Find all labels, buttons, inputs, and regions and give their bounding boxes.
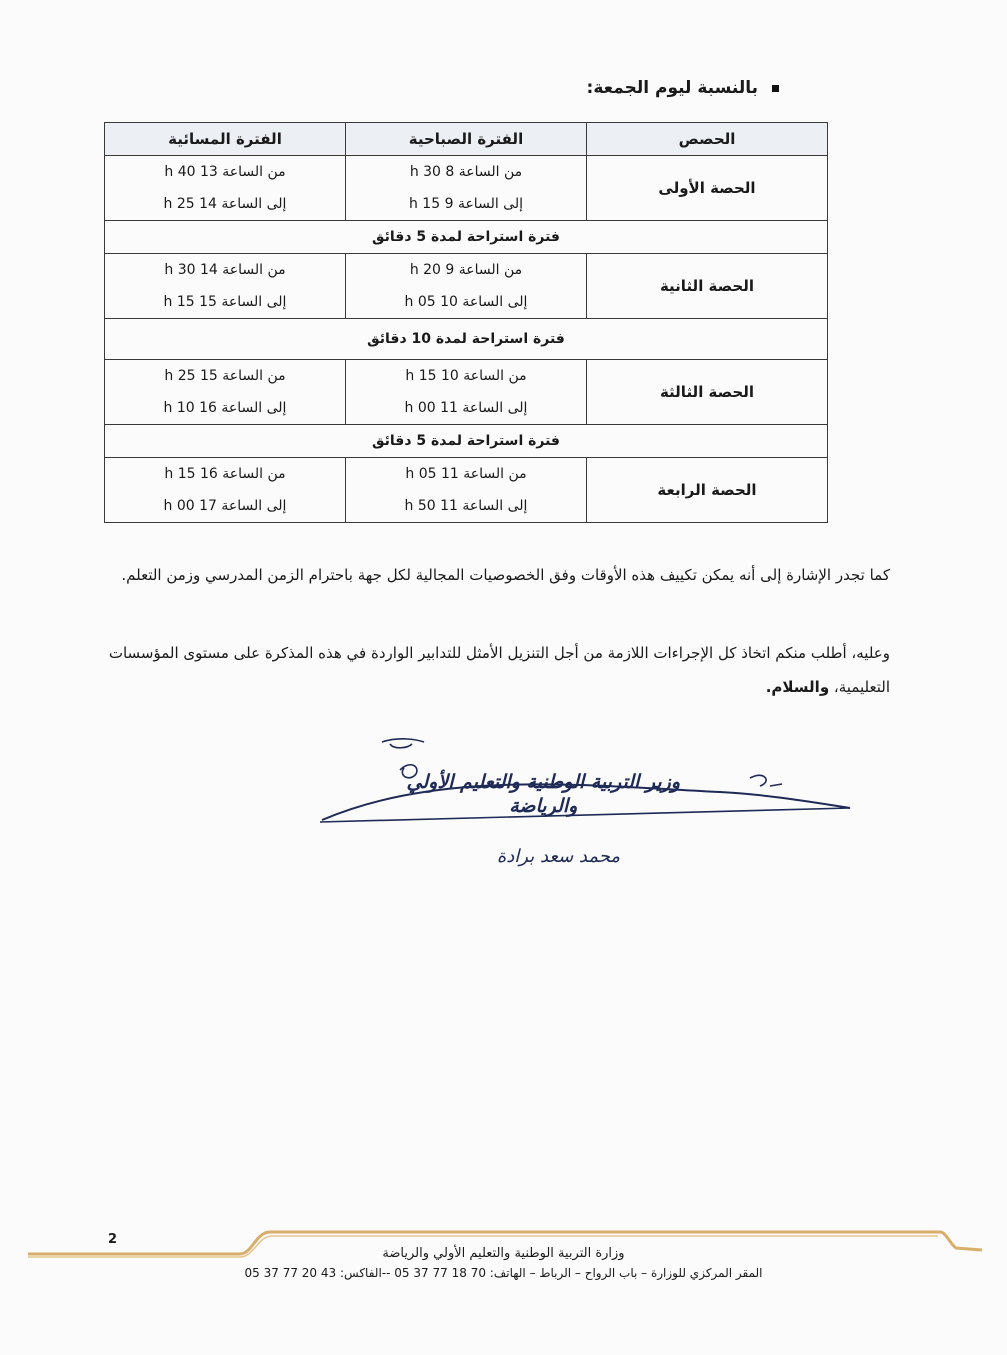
signature-title [407, 770, 680, 818]
evening-from: من الساعة 16 h 15 [164, 466, 286, 482]
friday-schedule-table [104, 122, 828, 523]
break-label: فترة استراحة لمدة 5 دقائق [105, 425, 828, 458]
break-row [105, 319, 828, 360]
morning-period [346, 254, 587, 319]
table-row [105, 458, 828, 523]
friday-heading-text: بالنسبة ليوم الجمعة: [586, 78, 758, 98]
header-session: الحصص [587, 123, 828, 156]
evening-from: من الساعة 13 h 40 [164, 164, 286, 180]
evening-period [105, 156, 346, 221]
morning-to: إلى الساعة 11 h 50 [404, 498, 528, 514]
break-label: فترة استراحة لمدة 10 دقائق [105, 319, 828, 360]
morning-period [346, 458, 587, 523]
evening-to: إلى الساعة 14 h 25 [163, 196, 287, 212]
bullet-icon [772, 85, 779, 92]
table-header-row [105, 123, 828, 156]
evening-to: إلى الساعة 15 h 15 [163, 294, 287, 310]
minister-signature [320, 730, 860, 880]
footer-address: المقر المركزي للوزارة – باب الرواح – الرباط – الهاتف: 70 18 77 37 05 --الفاكس: 43 20 77 37 05 [244, 1266, 763, 1280]
signature-title-line2: والرياضة [509, 795, 578, 817]
session-name: الحصة الأولى [587, 156, 828, 221]
header-evening: الفترة المسائية [105, 123, 346, 156]
evening-from: من الساعة 15 h 25 [164, 368, 286, 384]
signature-title-line1: وزير التربية الوطنية والتعليم الأولي [406, 771, 680, 793]
instruction-paragraph [104, 636, 890, 704]
session-name: الحصة الرابعة [587, 458, 828, 523]
morning-period [346, 360, 587, 425]
evening-to: إلى الساعة 16 h 10 [163, 400, 287, 416]
morning-from: من الساعة 9 h 20 [409, 262, 523, 278]
closing-salutation: والسلام. [765, 678, 830, 696]
session-name: الحصة الثانية [587, 254, 828, 319]
morning-to: إلى الساعة 10 h 05 [404, 294, 528, 310]
adaptation-note: كما تجدر الإشارة إلى أنه يمكن تكييف هذه الأوقات وفق الخصوصيات المجالية لكل جهة باحترام الزمن المدرسي وزمن التعلم. [121, 566, 890, 584]
evening-period [105, 458, 346, 523]
morning-from: من الساعة 10 h 15 [405, 368, 527, 384]
evening-period [105, 360, 346, 425]
morning-to: إلى الساعة 9 h 15 [408, 196, 523, 212]
break-row [105, 221, 828, 254]
evening-period [105, 254, 346, 319]
friday-heading [587, 78, 779, 98]
evening-to: إلى الساعة 17 h 00 [163, 498, 287, 514]
morning-from: من الساعة 11 h 05 [405, 466, 527, 482]
header-morning: الفترة الصباحية [346, 123, 587, 156]
page-number: 2 [108, 1232, 118, 1247]
table-row [105, 254, 828, 319]
footer-ministry: وزارة التربية الوطنية والتعليم الأولي والرياضة [382, 1246, 625, 1261]
evening-from: من الساعة 14 h 30 [164, 262, 286, 278]
table-row [105, 360, 828, 425]
break-label: فترة استراحة لمدة 5 دقائق [105, 221, 828, 254]
morning-to: إلى الساعة 11 h 00 [404, 400, 528, 416]
break-row [105, 425, 828, 458]
morning-period [346, 156, 587, 221]
instruction-text: وعليه، أطلب منكم اتخاذ كل الإجراءات اللازمة من أجل التنزيل الأمثل للتدابير الواردة في هذه المذكرة على مستوى المؤسسات التعليمية، [108, 644, 890, 696]
signature-name: محمد سعد برادة [496, 846, 620, 867]
table-row [105, 156, 828, 221]
morning-from: من الساعة 8 h 30 [409, 164, 523, 180]
session-name: الحصة الثالثة [587, 360, 828, 425]
